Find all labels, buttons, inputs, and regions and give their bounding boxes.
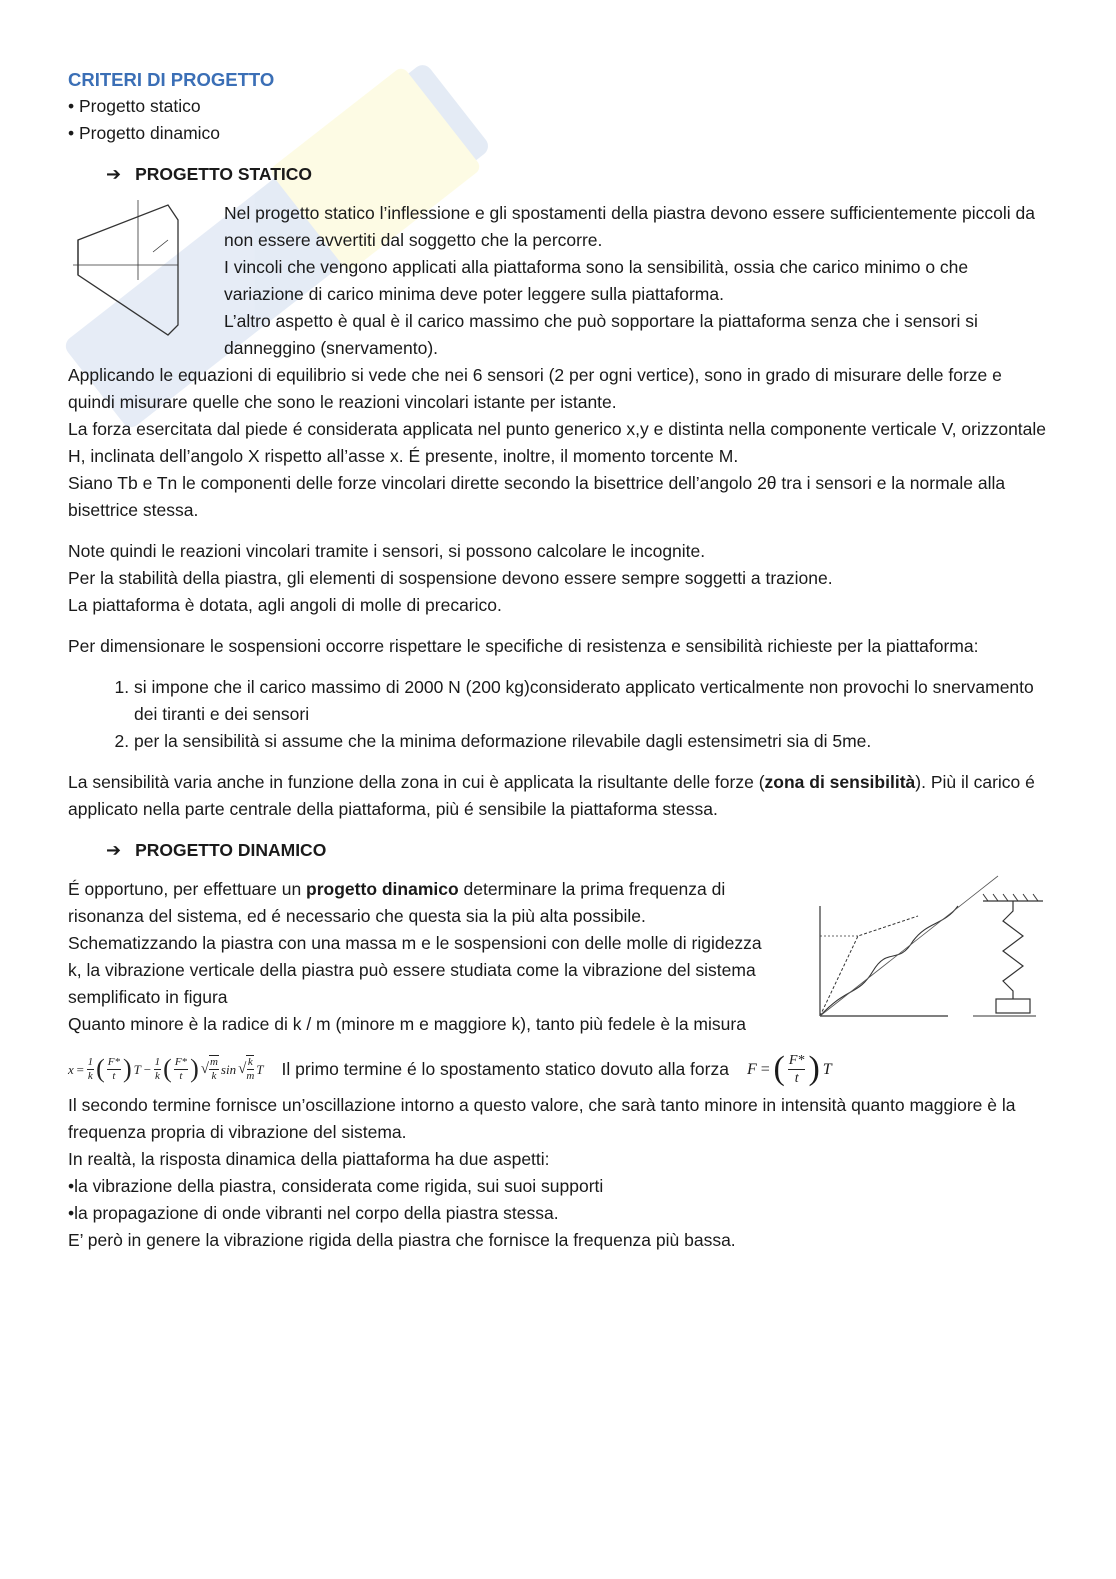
dynamic-paragraph: Quanto minore è la radice di k / m (minore m e maggiore k), tanto più fedele è la misura (68, 1014, 746, 1034)
static-paragraph: Note quindi le reazioni vincolari tramite i sensori, si possono calcolare le incognite. (68, 541, 706, 561)
force-formula: F = ( $\frac{F*}{t}$ ) T (746, 1050, 832, 1087)
dynamic-paragraph: Il secondo termine fornisce un’oscillazione intorno a questo valore, che sarà tanto minore in intensità quanto maggiore è la frequenza propria di vibrazione del sistema. (68, 1095, 1016, 1142)
bullet-dynamic: • Progetto dinamico (68, 123, 221, 143)
dynamic-paragraph: É opportuno, per effettuare un progetto dinamico determinare la prima frequenza di risonanza del sistema, ed é necessario che questa sia la più alta possibile. (68, 879, 726, 926)
spring-mass-figure (808, 856, 1048, 1046)
requirements-list (68, 674, 1048, 755)
dynamic-heading-label: PROGETTO DINAMICO (135, 840, 327, 860)
triangle-platform-figure (68, 200, 210, 340)
list-item: 2. per la sensibilità si assume che la minima deformazione rilevabile dagli estensimetri sia di 5me. (134, 728, 1048, 755)
arrow-icon: ➔ (106, 164, 122, 184)
dynamic-intro (68, 876, 1048, 1046)
formula-caption: Il primo termine é lo spostamento statico dovuto alla forza (281, 1058, 729, 1079)
static-side-paragraph: L’altro aspetto è qual è il carico massimo che può sopportare la piattaforma senza che i sensori si danneggino (snervamento). (224, 311, 978, 358)
dynamic-paragraph: E’ però in genere la vibrazione rigida della piastra che fornisce la frequenza più bassa. (68, 1230, 736, 1250)
static-paragraph: Per la stabilità della piastra, gli elementi di sospensione devono essere sempre soggetti a trazione. (68, 568, 833, 588)
list-item: 1. si impone che il carico massimo di 2000 N (200 kg)considerato applicato verticalmente non provochi lo snervamento dei tiranti e dei sensori (134, 674, 1048, 728)
static-paragraph: Applicando le equazioni di equilibrio si vede che nei 6 sensori (2 per ogni vertice), sono in grado di misurare delle forze e quindi misurare quelle che sono le reazioni vincolari istante per istante. (68, 365, 1002, 412)
bullet-static: • Progetto statico (68, 96, 201, 116)
dynamic-paragraph: •la vibrazione della piastra, considerata come rigida, sui suoi supporti (68, 1176, 604, 1196)
static-intro (68, 200, 1048, 362)
dimension-intro: Per dimensionare le sospensioni occorre rispettare le specifiche di resistenza e sensibilità richieste per la piattaforma: (68, 636, 979, 656)
displacement-formula-row (68, 1046, 1048, 1092)
static-heading-label: PROGETTO STATICO (135, 164, 313, 184)
static-section-heading (106, 161, 1048, 188)
static-paragraph: Siano Tb e Tn le componenti delle forze vincolari dirette secondo la bisettrice dell’angolo 2θ tra i sensori e la normale alla bisettrice stessa. (68, 473, 1006, 520)
static-side-paragraph: I vincoli che vengono applicati alla piattaforma sono la sensibilità, ossia che carico minimo o che variazione di carico minima deve poter leggere sulla piattaforma. (224, 257, 969, 304)
dynamic-paragraph: •la propagazione di onde vibranti nel corpo della piastra stessa. (68, 1203, 559, 1223)
static-paragraph: La piattaforma è dotata, agli angoli di molle di precarico. (68, 595, 502, 615)
sensitivity-paragraph: La sensibilità varia anche in funzione della zona in cui è applicata la risultante delle forze (zona di sensibilità). Più il carico é applicato nella parte centrale della piattaforma, più é sensibile la piattaforma stessa. (68, 772, 1035, 819)
displacement-formula: x = $\frac{1}{k}$ ( $\frac{F*}{t}$ ) T − $\frac{1}{k}$ ( $\frac{F*}{t}$ ) √ $\frac{m}{k}$ sin √ $\frac{k}{m}$ T (68, 1054, 264, 1083)
arrow-icon: ➔ (106, 840, 122, 860)
page-title: CRITERI DI PROGETTO (68, 69, 275, 90)
dynamic-paragraph: Schematizzando la piastra con una massa m e le sospensioni con delle molle di rigidezza k, la vibrazione verticale della piastra può essere studiata come la vibrazione del sistema semplificato in figura (68, 933, 762, 1007)
static-paragraph: La forza esercitata dal piede é considerata applicata nel punto generico x,y e distinta nella componente verticale V, orizzontale H, inclinata dell’angolo X rispetto all’asse x. É presente, inoltre, il momento torcente M. (68, 419, 1047, 466)
dynamic-paragraph: In realtà, la risposta dinamica della piattaforma ha due aspetti: (68, 1149, 550, 1169)
static-side-paragraph: Nel progetto statico l’inflessione e gli spostamenti della piastra devono essere sufficientemente piccoli da non essere avvertiti dal soggetto che la percorre. (224, 203, 1035, 250)
